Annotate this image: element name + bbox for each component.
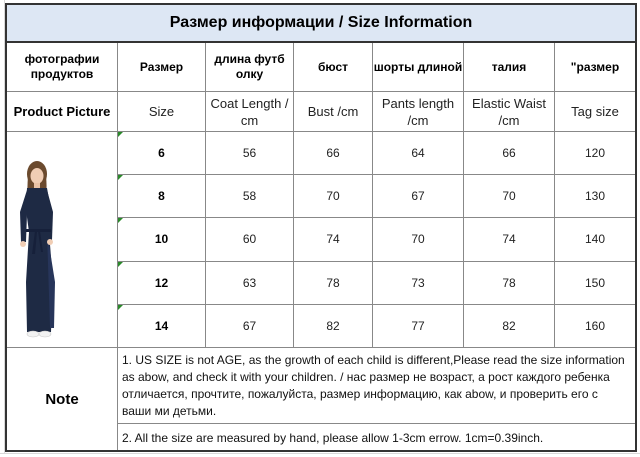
size-cell — [118, 132, 206, 175]
header-en-photo: Product Picture — [7, 92, 118, 132]
size-cell — [118, 218, 206, 261]
table-title: Размер информации / Size Information — [7, 5, 635, 43]
pants-length-cell: 73 — [373, 262, 464, 305]
cell-corner-marker — [118, 218, 123, 223]
size-value: 14 — [154, 318, 169, 333]
note-line-1: 1. US SIZE is not AGE, as the growth of each child is different,Please read the size information as abow, and check it with your children. / нас размер не возраст, а рост каждого ребенка отличается, прочтите, пожалуйста, размер информацию, как abow, и проверить его с ваши ми детьми. — [122, 353, 625, 418]
bust-cell: 74 — [294, 218, 373, 261]
cell-corner-marker — [118, 132, 123, 137]
header-en-pants: Pants length /cm — [373, 92, 464, 132]
elastic-waist-cell: 70 — [464, 175, 555, 218]
header-en-size: Size — [118, 92, 206, 132]
cell-corner-marker — [118, 305, 123, 310]
coat-length-cell: 58 — [206, 175, 294, 218]
size-value: 8 — [158, 189, 165, 204]
note-line-2: 2. All the size are measured by hand, please allow 1-3cm errow. 1cm=0.39inch. — [122, 431, 544, 445]
header-ru-tag: "размер — [555, 43, 635, 92]
header-en-tag: Tag size — [555, 92, 635, 132]
note-divider — [118, 423, 635, 424]
girl-in-dress-image — [7, 132, 118, 348]
header-ru-bust: бюст — [294, 43, 373, 92]
size-value: 6 — [158, 146, 165, 161]
header-ru-pants: шорты длиной — [373, 43, 464, 92]
bust-cell: 66 — [294, 132, 373, 175]
coat-length-cell: 63 — [206, 262, 294, 305]
header-ru-size: Размер — [118, 43, 206, 92]
sheet-edge — [0, 453, 640, 457]
tag-size-cell: 150 — [555, 262, 635, 305]
elastic-waist-cell: 82 — [464, 305, 555, 348]
header-en-bust: Bust /cm — [294, 92, 373, 132]
header-en-waist: Elastic Waist /cm — [464, 92, 555, 132]
cell-corner-marker — [118, 175, 123, 180]
pants-length-cell: 70 — [373, 218, 464, 261]
tag-size-cell: 160 — [555, 305, 635, 348]
pants-length-cell: 77 — [373, 305, 464, 348]
note-label: Note — [7, 348, 118, 450]
header-ru-coat: длина футб олку — [206, 43, 294, 92]
header-ru-photo: фотографии продуктов — [7, 43, 118, 92]
bust-cell: 82 — [294, 305, 373, 348]
tag-size-cell: 140 — [555, 218, 635, 261]
elastic-waist-cell: 78 — [464, 262, 555, 305]
size-chart-table — [5, 3, 637, 452]
bust-cell: 70 — [294, 175, 373, 218]
header-ru-waist: талия — [464, 43, 555, 92]
cell-corner-marker — [118, 262, 123, 267]
size-cell — [118, 305, 206, 348]
coat-length-cell: 56 — [206, 132, 294, 175]
coat-length-cell: 60 — [206, 218, 294, 261]
size-cell — [118, 175, 206, 218]
elastic-waist-cell: 66 — [464, 132, 555, 175]
coat-length-cell: 67 — [206, 305, 294, 348]
elastic-waist-cell: 74 — [464, 218, 555, 261]
size-cell — [118, 262, 206, 305]
pants-length-cell: 64 — [373, 132, 464, 175]
bust-cell: 78 — [294, 262, 373, 305]
size-value: 10 — [154, 232, 169, 247]
pants-length-cell: 67 — [373, 175, 464, 218]
tag-size-cell: 130 — [555, 175, 635, 218]
tag-size-cell: 120 — [555, 132, 635, 175]
header-en-coat: Coat Length / cm — [206, 92, 294, 132]
size-value: 12 — [154, 275, 169, 290]
product-photo — [7, 132, 118, 348]
